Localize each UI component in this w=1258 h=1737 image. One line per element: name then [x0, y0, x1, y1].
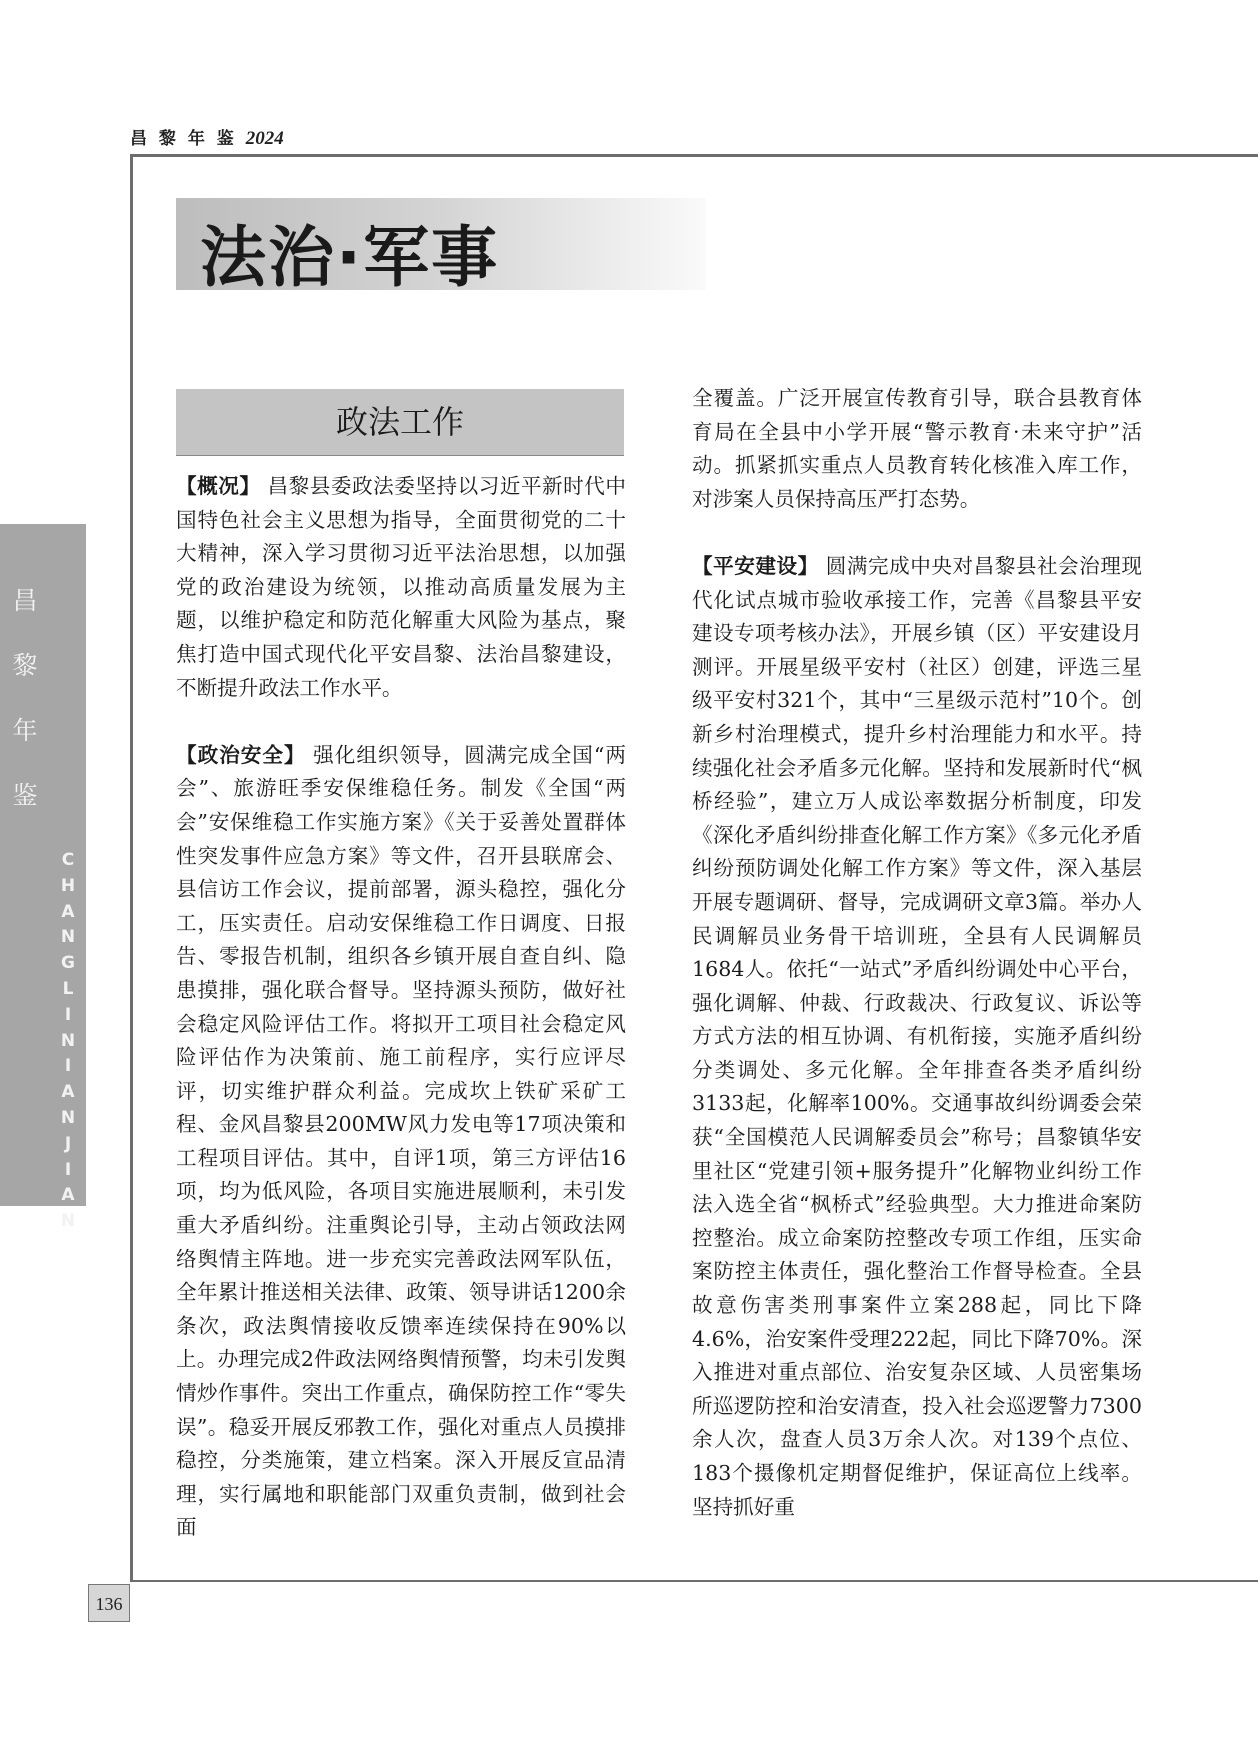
running-head-year: 2024: [245, 128, 284, 149]
section-title: 政法工作: [176, 389, 624, 456]
paragraph-text: 圆满完成中央对昌黎县社会治理现代化试点城市验收承接工作，完善《昌黎县平安建设专项考核办法》，开展乡镇（区）平安建设月测评。开展星级平安村（社区）创建，评选三星级平安村321个，其中“三星级示范村”10个。创新乡村治理模式，提升乡村治理能力和水平。持续强化社会矛盾多元化解。坚持和发展新时代“枫桥经验”，建立万人成讼率数据分析制度，印发《深化矛盾纠纷排查化解工作方案》《多元化矛盾纠纷预防调处化解工作方案》等文件，深入基层开展专题调研、督导，完成调研文章3篇。举办人民调解员业务骨干培训班，全县有人民调解员1684人。依托“一站式”矛盾纠纷调处中心平台，强化调解、仲裁、行政裁决、行政复议、诉讼等方式方法的相互协调、有机衔接，实施矛盾纠纷分类调处、多元化解。全年排查各类矛盾纠纷3133起，化解率100%。交通事故纠纷调委会荣获“全国模范人民调解委员会”称号；昌黎镇华安里社区“党建引领+服务提升”化解物业纠纷工作法入选全省“枫桥式”经验典型。大力推进命案防控整治。成立命案防控整改专项工作组，压实命案防控主体责任，强化整治工作督导检查。全县故意伤害类刑事案件立案288起，同比下降4.6%，治安案件受理222起，同比下降70%。深入推进对重点部位、治安复杂区域、人员密集场所巡逻防控和治安清查，投入社会巡逻警力7300余人次，盘查人员3万余人次。对139个点位、183个摄像机定期督促维护，保证高位上线率。坚持抓好重: [692, 553, 1142, 1519]
running-head-title: 昌 黎 年 鉴: [130, 129, 237, 149]
paragraph-overview: [176, 470, 626, 705]
paragraph-label: 【政治安全】: [176, 742, 306, 767]
paragraph-text: 昌黎县委政法委坚持以习近平新时代中国特色社会主义思想为指导，全面贯彻党的二十大精神，深入学习贯彻习近平法治思想，以加强党的政治建设为统领，以推动高质量发展为主题，以维护稳定和防范化解重大风险为基点，聚焦打造中国式现代化平安昌黎、法治昌黎建设，不断提升政法工作水平。: [176, 474, 626, 700]
chapter-title: 法治·军事: [200, 219, 500, 296]
paragraph-text: 全覆盖。广泛开展宣传教育引导，联合县教育体育局在全县中小学开展“警示教育·未来守护”活动。抓紧抓实重点人员教育转化核准入库工作，对涉案人员保持高压严打态势。: [692, 386, 1142, 511]
frame-left-rule: [130, 154, 133, 1582]
right-column: [692, 382, 1142, 1524]
side-tab-pinyin: C H A N G L I N I A N J I A N: [60, 850, 76, 1232]
side-tab: [0, 524, 86, 1232]
paragraph-label: 【概况】: [176, 474, 261, 498]
frame-bottom-rule: [130, 1580, 1258, 1582]
paragraph-continued: [692, 382, 1142, 516]
running-head: [130, 124, 284, 150]
page-number: 136: [88, 1584, 130, 1622]
paragraph-political-security: [176, 739, 626, 1545]
frame-top-rule: [130, 154, 1258, 157]
left-column: [176, 470, 626, 1545]
paragraph-text: 强化组织领导，圆满完成全国“两会”、旅游旺季安保维稳任务。制发《全国“两会”安保维稳工作实施方案》《关于妥善处置群体性突发事件应急方案》等文件，召开县联席会、县信访工作会议，提前部署，源头稳控，强化分工，压实责任。启动安保维稳工作日调度、日报告、零报告机制，组织各乡镇开展自查自纠、隐患摸排，强化联合督导。坚持源头预防，做好社会稳定风险评估工作。将拟开工项目社会稳定风险评估作为决策前、施工前程序，实行应评尽评，切实维护群众利益。完成坎上铁矿采矿工程、金风昌黎县200MW风力发电等17项决策和工程项目评估。其中，自评1项，第三方评估16项，均为低风险，各项目实施进展顺利，未引发重大矛盾纠纷。注重舆论引导，主动占领政法网络舆情主阵地。进一步充实完善政法网军队伍，全年累计推送相关法律、政策、领导讲话1200余条次，政法舆情接收反馈率连续保持在90%以上。办理完成2件政法网络舆情预警，均未引发舆情炒作事件。突出工作重点，确保防控工作“零失误”。稳妥开展反邪教工作，强化对重点人员摸排稳控，分类施策，建立档案。深入开展反宣品清理，实行属地和职能部门双重负责制，做到社会面: [176, 742, 626, 1540]
side-tab-chinese: 昌 黎 年 鉴: [12, 586, 38, 810]
paragraph-label: 【平安建设】: [692, 553, 819, 578]
chapter-title-band: [176, 198, 706, 296]
paragraph-safety-construction: [692, 550, 1142, 1524]
